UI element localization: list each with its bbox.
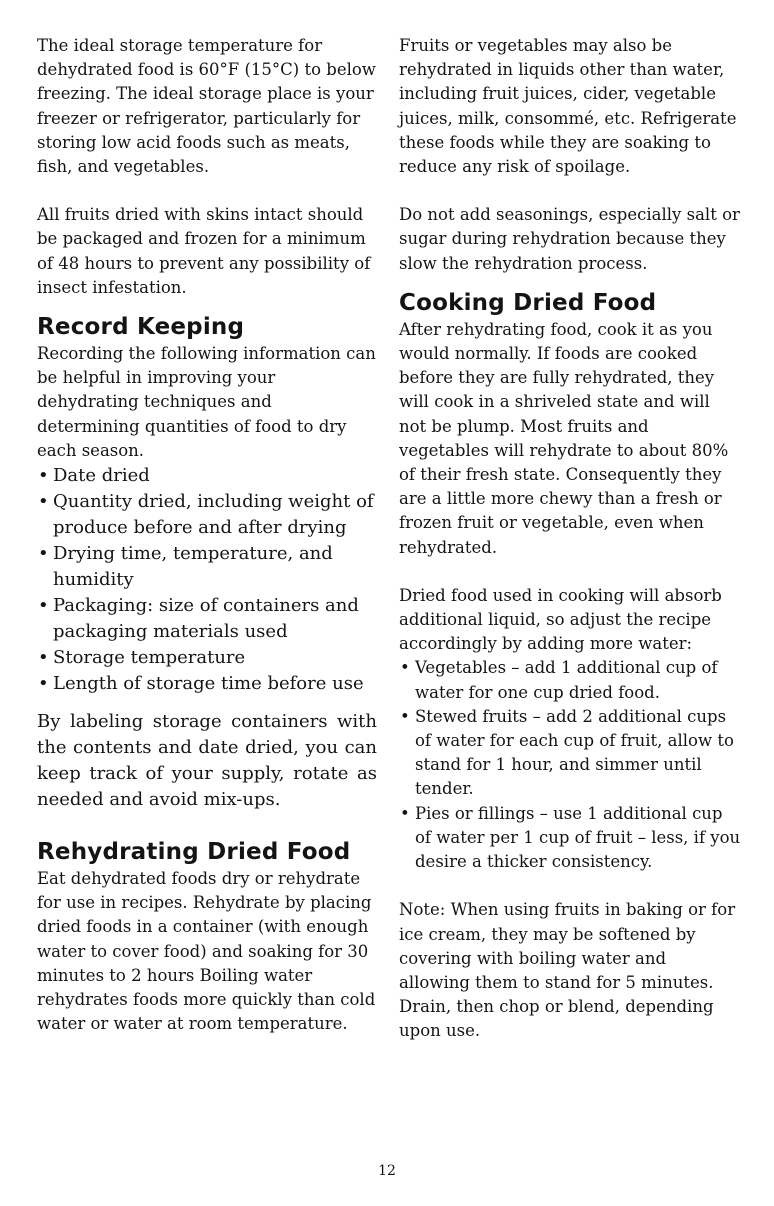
water-additions-list <box>399 656 741 874</box>
liquids-paragraph: Fruits or vegetables may also be rehydrated in liquids other than water, including fruit juices, cider, vegetable juices, milk, consommé, etc. Refrigerate these foods while they are soaking to reduce any risk of spoilage. <box>399 36 737 177</box>
list-item: • Length of storage time before use <box>37 671 377 697</box>
left-column <box>37 34 377 1036</box>
record-keeping-intro: Recording the following information can be helpful in improving your dehydrating techniques and determining quantities of food to dry each season. <box>37 344 376 460</box>
record-keeping-list <box>37 463 377 697</box>
skins-paragraph: All fruits dried with skins intact should be packaged and frozen for a minimum of 48 hours to prevent any possibility of insect infestation. <box>37 205 371 297</box>
absorb-paragraph: Dried food used in cooking will absorb additional liquid, so adjust the recipe accordingly by adding more water: <box>399 585 722 654</box>
rehydrating-paragraph: Eat dehydrated foods dry or rehydrate for use in recipes. Rehydrate by placing dried foods in a container (with enough water to cover food) and soaking for 30 minutes to 2 hours Boiling water rehydrates foods more quickly than cold water or water at room temperature. <box>37 869 376 1034</box>
list-item: • Date dried <box>37 463 377 489</box>
storage-temperature-paragraph: The ideal storage temperature for dehydrated food is 60°F (15°C) to below freezing. The ideal storage place is your freezer or refrigerator, particularly for storing low acid foods such as meats, fish, and vegetables. <box>37 36 376 177</box>
rehydrating-heading: Rehydrating Dried Food <box>37 839 351 866</box>
list-item: • Vegetables – add 1 additional cup of water for one cup dried food. <box>399 656 741 704</box>
record-keeping-heading: Record Keeping <box>37 314 245 341</box>
labeling-paragraph: By labeling storage containers with the contents and date dried, you can keep track of your supply, rotate as needed and avoid mix-ups. <box>37 711 377 811</box>
cooking-paragraph: After rehydrating food, cook it as you would normally. If foods are cooked before they are fully rehydrated, they will cook in a shriveled state and will not be plump. Most fruits and vegetables will rehydrate to about 80% of their fresh state. Consequently they are a little more chewy than a fresh or frozen fruit or vegetable, even when rehydrated. <box>399 319 729 557</box>
right-column <box>399 34 741 1044</box>
list-item: • Quantity dried, including weight of produce before and after drying <box>37 489 377 541</box>
list-item: • Stewed fruits – add 2 additional cups of water for each cup of fruit, allow to stand for 1 hour, and simmer until tender. <box>399 705 741 802</box>
cooking-dried-food-heading: Cooking Dried Food <box>399 289 657 316</box>
seasonings-paragraph: Do not add seasonings, especially salt or sugar during rehydration because they slow the rehydration process. <box>399 205 740 273</box>
list-item: • Packaging: size of containers and packaging materials used <box>37 593 377 645</box>
page-number: 12 <box>378 1163 396 1179</box>
note-paragraph: Note: When using fruits in baking or for ice cream, they may be softened by covering with boiling water and allowing them to stand for 5 minutes. Drain, then chop or blend, depending upon use. <box>399 900 736 1041</box>
list-item: • Pies or fillings – use 1 additional cup of water per 1 cup of fruit – less, if you desire a thicker consistency. <box>399 802 741 875</box>
list-item: • Drying time, temperature, and humidity <box>37 541 377 593</box>
list-item: • Storage temperature <box>37 645 377 671</box>
